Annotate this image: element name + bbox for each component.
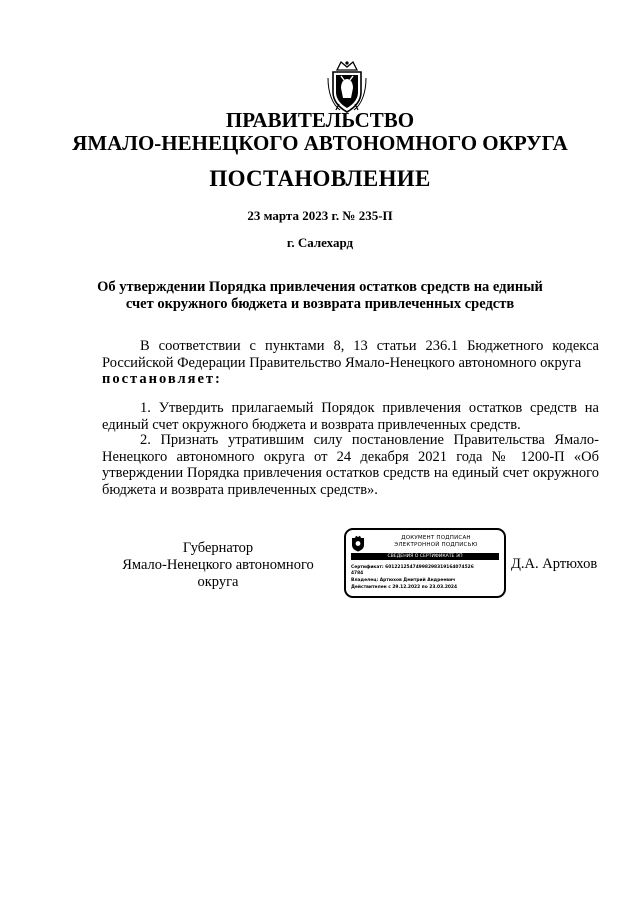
coat-of-arms-emblem — [324, 58, 370, 114]
government-title: ПРАВИТЕЛЬСТВО — [225, 108, 415, 132]
item-2-paragraph: 2. Признать утратившим силу постановление Правительства Ямало-Ненецкого автономного округа от 24 декабря 2021 года № 1200-П «Об утверждении Порядка привлечения остатков средств на единый счет окружного бюджета и возврата привлеченных средств». — [102, 432, 599, 498]
document-city: г. Салехард — [286, 235, 354, 250]
item-1-paragraph: 1. Утвердить прилагаемый Порядок привлечения остатков средств на единый счет окружного бюджета и возврата привлеченных средств. — [102, 400, 599, 433]
intro-text: В соответствии с пунктами 8, 13 статьи 236.1 Бюджетного кодекса Российской Федерации Правительство Ямало-Ненецкого автономного округа — [102, 338, 599, 371]
stamp-owner: Владелец: Артюхов Дмитрий Андреевич — [351, 578, 456, 583]
electronic-signature-stamp — [344, 528, 506, 598]
signer-position-line-2: Ямало-Ненецкого автономного округа — [122, 557, 314, 590]
stamp-emblem-icon — [351, 535, 365, 552]
document-date-number: 23 марта 2023 г. № 235-П — [247, 208, 393, 223]
intro-paragraph — [102, 338, 599, 388]
region-title: ЯМАЛО-НЕНЕЦКОГО АВТОНОМНОГО ОКРУГА — [72, 131, 568, 155]
stamp-heading-line-2: ЭЛЕКТРОННОЙ ПОДПИСЬЮ — [394, 542, 478, 548]
signer-position — [102, 540, 334, 591]
stamp-heading-line-1: ДОКУМЕНТ ПОДПИСАН — [401, 535, 471, 541]
stamp-validity: Действителен с 29.12.2022 по 23.03.2024 — [351, 585, 458, 590]
resolves-word: постановляет: — [102, 371, 222, 387]
signer-position-line-1: Губернатор — [182, 540, 254, 556]
signer-name: Д.А. Артюхов — [511, 556, 598, 572]
document-type-title: ПОСТАНОВЛЕНИЕ — [209, 166, 431, 191]
subject-line-2: счет окружного бюджета и возврата привлеченных средств — [125, 296, 515, 312]
stamp-certificate-number-tail: 4784 — [351, 571, 364, 576]
stamp-heading — [368, 535, 504, 549]
document-subject — [0, 279, 640, 313]
stamp-certificate-bar: СВЕДЕНИЯ О СЕРТИФИКАТЕ ЭП — [351, 553, 499, 560]
stamp-certificate-number: Сертификат: 60122125474998298319164074526 — [351, 565, 474, 570]
subject-line-1: Об утверждении Порядка привлечения остатков средств на единый — [97, 279, 543, 295]
